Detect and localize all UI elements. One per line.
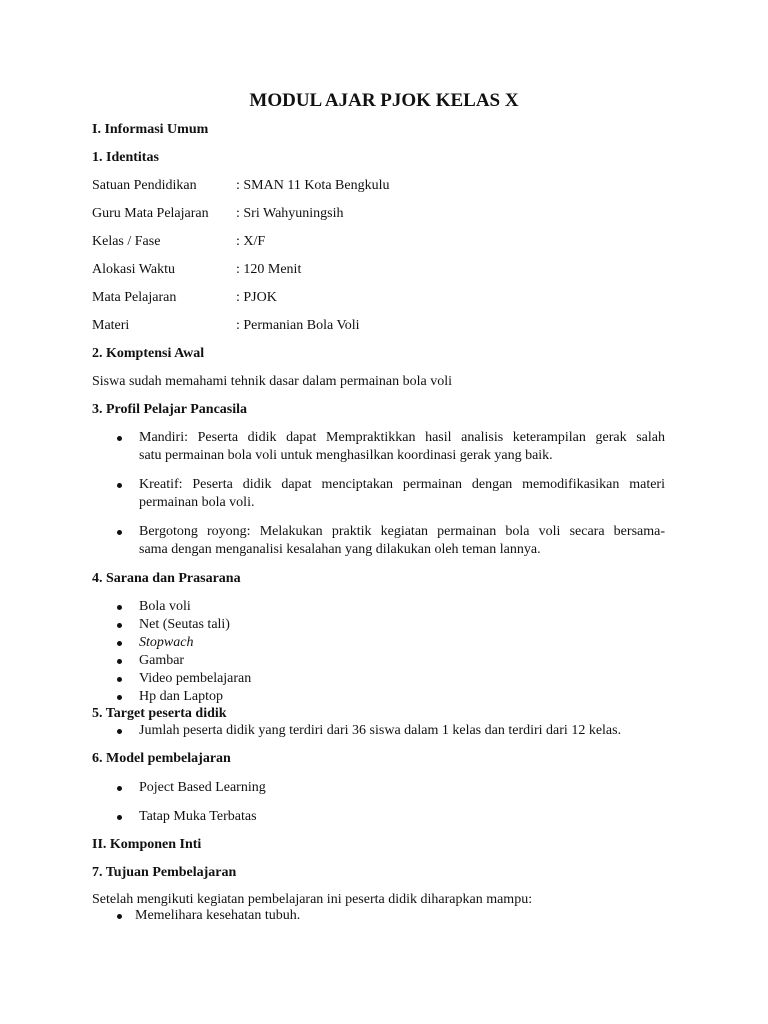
identitas-label: Materi	[92, 318, 130, 333]
list-item: Bola voli	[139, 599, 191, 614]
list-item-line: satu permainan bola voli untuk menghasilkan koordinasi gerak yang baik.	[139, 448, 553, 463]
list-item: Net (Seutas tali)	[139, 617, 230, 632]
document-title: MODUL AJAR PJOK KELAS X	[249, 90, 519, 111]
bullet-icon	[117, 815, 122, 820]
list-item: Video pembelajaran	[139, 671, 252, 686]
heading-tujuan-pembelajaran: 7. Tujuan Pembelajaran	[92, 865, 237, 880]
bullet-icon	[117, 436, 122, 441]
heading-identitas: 1. Identitas	[92, 150, 159, 165]
list-item-line: Bergotong royong: Melakukan praktik kegiatan permainan bola voli secara bersama-	[139, 524, 665, 539]
section-heading-informasi-umum: I. Informasi Umum	[92, 122, 209, 137]
bullet-icon	[117, 786, 122, 791]
identitas-label: Mata Pelajaran	[92, 290, 177, 305]
bullet-icon	[117, 914, 122, 919]
section-heading-komponen-inti: II. Komponen Inti	[92, 837, 202, 852]
bullet-icon	[117, 530, 122, 535]
identitas-label: Alokasi Waktu	[92, 262, 175, 277]
identitas-value: : X/F	[236, 234, 266, 249]
heading-model-pembelajaran: 6. Model pembelajaran	[92, 751, 231, 766]
bullet-icon	[117, 677, 122, 682]
heading-kompetensi-awal: 2. Komptensi Awal	[92, 346, 205, 361]
identitas-value: : 120 Menit	[236, 262, 302, 277]
bullet-icon	[117, 641, 122, 646]
list-item-line: Kreatif: Peserta didik dapat menciptakan permainan dengan memodifikasikan materi	[139, 477, 665, 492]
bullet-icon	[117, 623, 122, 628]
identitas-value: : Permanian Bola Voli	[236, 318, 360, 333]
kompetensi-awal-text: Siswa sudah memahami tehnik dasar dalam permainan bola voli	[92, 374, 453, 389]
bullet-icon	[117, 659, 122, 664]
list-item: Stopwach	[139, 635, 194, 650]
list-item-line: sama dengan menganalisi kesalahan yang dilakukan oleh teman lannya.	[139, 542, 541, 557]
list-item-line: Mandiri: Peserta didik dapat Mempraktikkan hasil analisis keterampilan gerak salah	[139, 430, 665, 445]
list-item: Poject Based Learning	[139, 780, 266, 795]
list-item-line: permainan bola voli.	[139, 495, 255, 510]
list-item: Gambar	[139, 653, 185, 668]
heading-sarana-prasarana: 4. Sarana dan Prasarana	[92, 571, 241, 586]
identitas-value: : PJOK	[236, 290, 277, 305]
bullet-icon	[117, 605, 122, 610]
identitas-label: Satuan Pendidikan	[92, 178, 197, 193]
tujuan-intro-text: Setelah mengikuti kegiatan pembelajaran ini peserta didik diharapkan mampu:	[92, 892, 533, 907]
identitas-value: : Sri Wahyuningsih	[236, 206, 344, 221]
list-item: Tatap Muka Terbatas	[139, 809, 257, 824]
heading-target-peserta: 5. Target peserta didik	[92, 706, 227, 721]
heading-profil-pelajar: 3. Profil Pelajar Pancasila	[92, 402, 248, 417]
list-item: Jumlah peserta didik yang terdiri dari 36 siswa dalam 1 kelas dan terdiri dari 12 kelas.	[139, 723, 622, 738]
list-item: Memelihara kesehatan tubuh.	[135, 908, 301, 923]
identitas-value: : SMAN 11 Kota Bengkulu	[236, 178, 390, 193]
bullet-icon	[117, 729, 122, 734]
list-item: Hp dan Laptop	[139, 689, 223, 704]
bullet-icon	[117, 695, 122, 700]
bullet-icon	[117, 483, 122, 488]
identitas-label: Guru Mata Pelajaran	[92, 206, 209, 221]
identitas-label: Kelas / Fase	[92, 234, 161, 249]
